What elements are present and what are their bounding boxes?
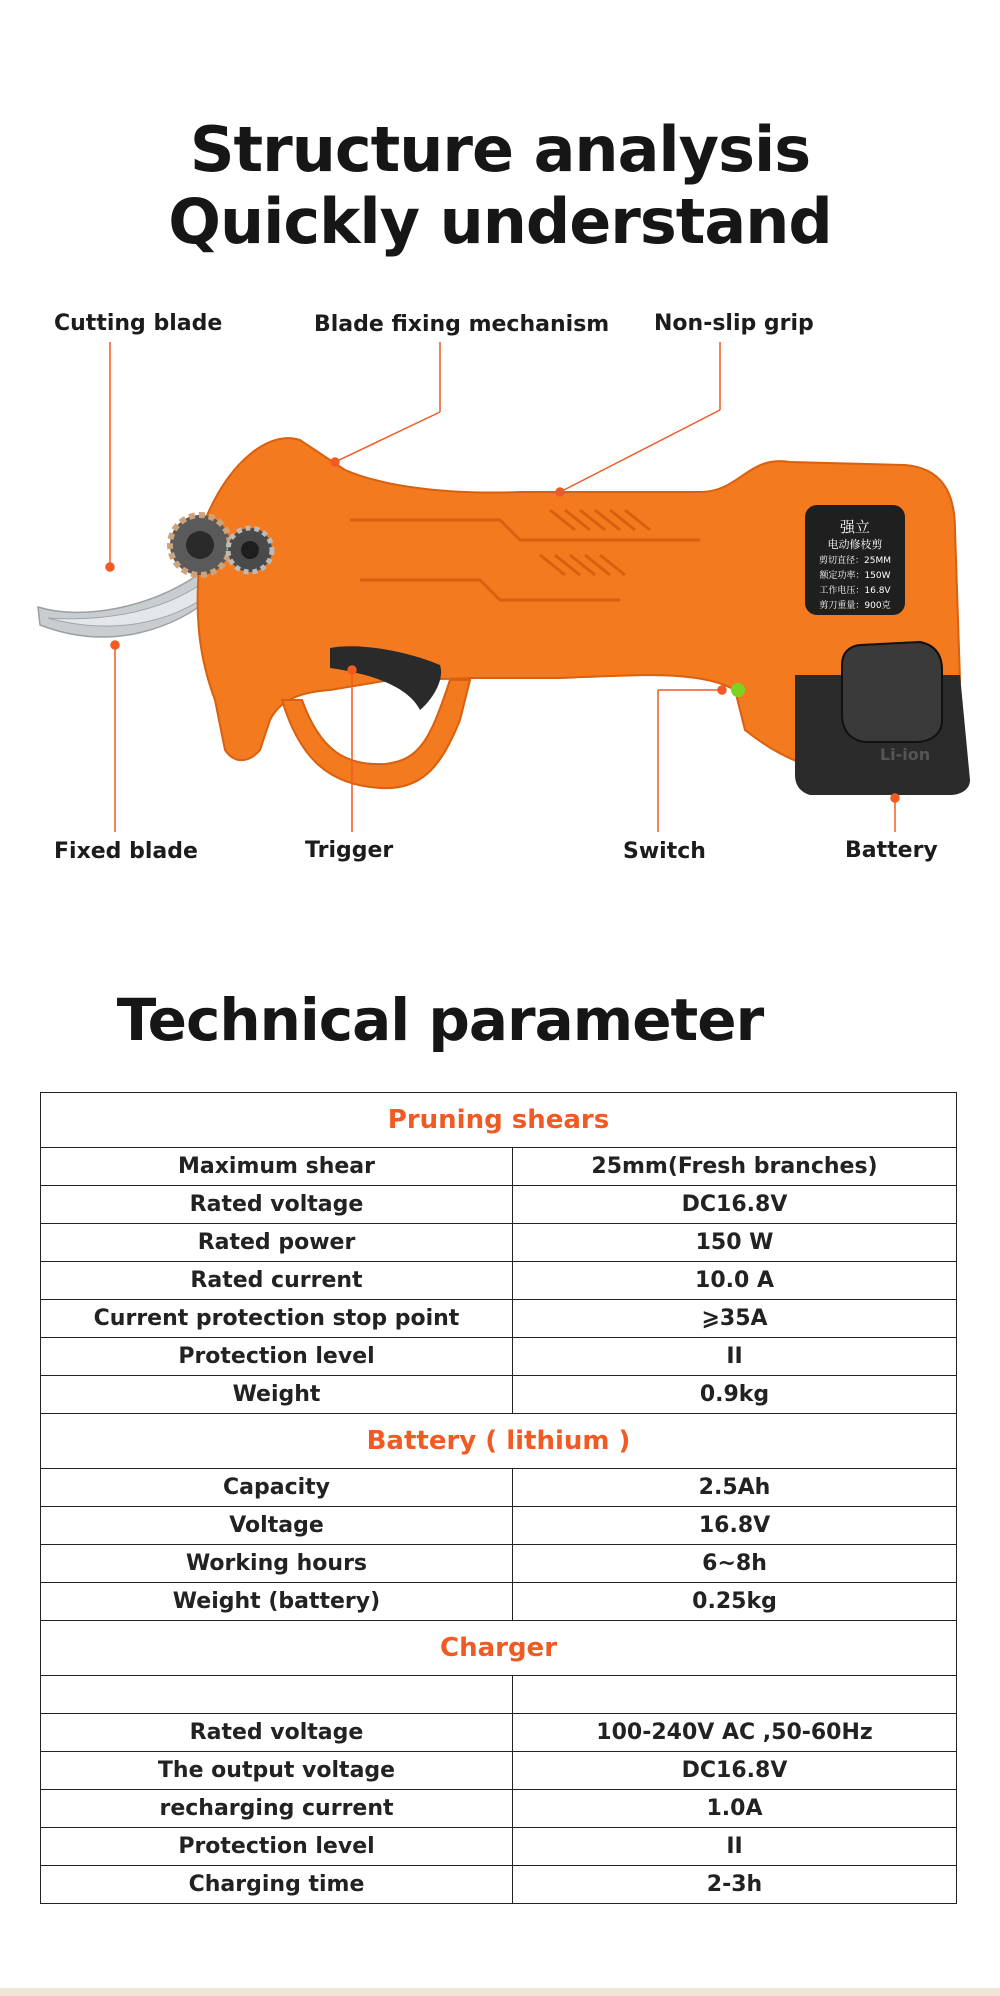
spec-table [40, 1092, 957, 1904]
table-row [41, 1676, 957, 1714]
param-value: 0.9kg [513, 1376, 957, 1414]
label-line-2: 额定功率：150W [819, 571, 891, 581]
param-name: Working hours [41, 1545, 513, 1583]
label-trigger: Trigger [305, 838, 394, 863]
param-name: Weight (battery) [41, 1583, 513, 1621]
param-name: Protection level [41, 1338, 513, 1376]
param-value: II [513, 1828, 957, 1866]
bottom-strip [0, 1988, 1000, 1996]
param-value: DC16.8V [513, 1186, 957, 1224]
table-row [41, 1469, 957, 1507]
tech-title: Technical parameter [116, 986, 764, 1054]
param-value: II [513, 1338, 957, 1376]
section-title: Pruning shears [41, 1093, 957, 1148]
battery-text: Li-ion [879, 745, 931, 764]
param-name: Rated voltage [41, 1714, 513, 1752]
param-name: Protection level [41, 1828, 513, 1866]
param-name: Capacity [41, 1469, 513, 1507]
table-row [41, 1866, 957, 1904]
label-line-4: 剪刀重量：900克 [819, 601, 891, 611]
page-title-line-1: Structure analysis [189, 113, 811, 186]
param-name: Voltage [41, 1507, 513, 1545]
label-battery: Battery [845, 838, 938, 863]
table-row [41, 1790, 957, 1828]
table-row [41, 1545, 957, 1583]
param-name [41, 1676, 513, 1714]
pruning-shears-illustration [0, 280, 1000, 920]
table-row [41, 1338, 957, 1376]
table-row [41, 1376, 957, 1414]
param-value: 100-240V AC ,50-60Hz [513, 1714, 957, 1752]
table-row [41, 1300, 957, 1338]
param-name: Rated power [41, 1224, 513, 1262]
param-value: 0.25kg [513, 1583, 957, 1621]
param-value: 2-3h [513, 1866, 957, 1904]
section-row [41, 1621, 957, 1676]
param-value: 2.5Ah [513, 1469, 957, 1507]
param-value: 1.0A [513, 1790, 957, 1828]
label-brand: 强立 [839, 518, 871, 536]
table-row [41, 1262, 957, 1300]
param-name: recharging current [41, 1790, 513, 1828]
param-name: Weight [41, 1376, 513, 1414]
param-value: ⩾35A [513, 1300, 957, 1338]
label-non-slip-grip: Non-slip grip [654, 311, 814, 336]
param-value: DC16.8V [513, 1752, 957, 1790]
section-title: Battery ( lithium ) [41, 1414, 957, 1469]
param-value: 16.8V [513, 1507, 957, 1545]
param-name: Maximum shear [41, 1148, 513, 1186]
product-label-plate [805, 505, 905, 615]
label-line-1: 剪切直径：25MM [819, 556, 891, 566]
table-row [41, 1828, 957, 1866]
section-title: Charger [41, 1621, 957, 1676]
table-row [41, 1148, 957, 1186]
label-line-3: 工作电压：16.8V [819, 586, 891, 596]
param-value [513, 1676, 957, 1714]
section-row [41, 1093, 957, 1148]
switch-button-shape [731, 683, 745, 697]
param-name: Rated current [41, 1262, 513, 1300]
param-name: Charging time [41, 1866, 513, 1904]
label-switch: Switch [623, 839, 706, 864]
table-row [41, 1507, 957, 1545]
label-cutting-blade: Cutting blade [54, 311, 223, 336]
label-blade-fixing: Blade fixing mechanism [314, 312, 610, 337]
table-row [41, 1186, 957, 1224]
table-row [41, 1224, 957, 1262]
section-row [41, 1414, 957, 1469]
param-value: 150 W [513, 1224, 957, 1262]
table-row [41, 1714, 957, 1752]
param-value: 6~8h [513, 1545, 957, 1583]
param-name: Rated voltage [41, 1186, 513, 1224]
label-name: 电动修枝剪 [827, 538, 883, 551]
table-row [41, 1583, 957, 1621]
param-name: The output voltage [41, 1752, 513, 1790]
param-name: Current protection stop point [41, 1300, 513, 1338]
param-value: 25mm(Fresh branches) [513, 1148, 957, 1186]
page-title-line-2: Quickly understand [168, 185, 832, 258]
trigger-guard-shape [282, 680, 470, 788]
label-fixed-blade: Fixed blade [54, 839, 198, 864]
param-value: 10.0 A [513, 1262, 957, 1300]
structure-diagram [0, 280, 1000, 920]
table-row [41, 1752, 957, 1790]
